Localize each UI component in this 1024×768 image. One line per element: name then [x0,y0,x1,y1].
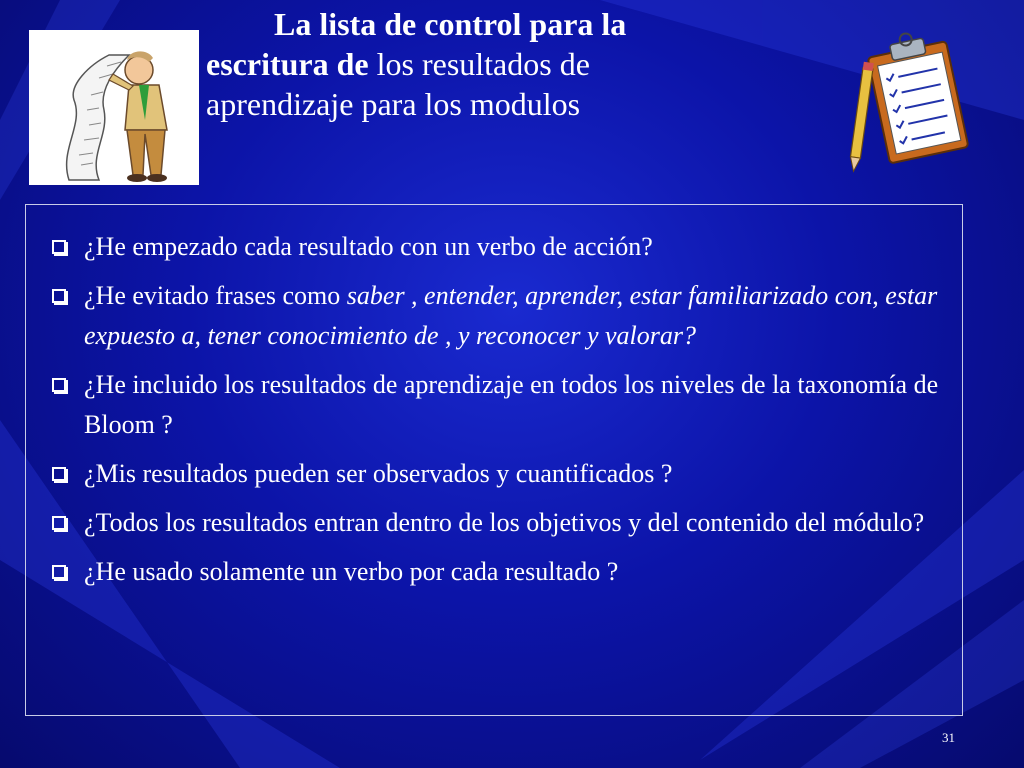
slide-title [160,4,760,124]
checklist-item: ¿Todos los resultados entran dentro de los objetivos y del contenido del módulo? [46,503,942,543]
checkbox-bullet-icon [52,378,66,392]
checklist-item: ¿He usado solamente un verbo por cada resultado ? [46,552,942,592]
checkbox-bullet-icon [52,565,66,579]
checkbox-bullet-icon [52,467,66,481]
checklist-item: ¿He incluido los resultados de aprendizaje en todos los niveles de la taxonomía de Bloom ? [46,365,942,445]
checkbox-bullet-icon [52,289,66,303]
checklist-box [25,204,963,716]
checkbox-bullet-icon [52,516,66,530]
checklist [26,205,962,592]
person-reading-list-image [29,30,199,185]
title-line-2-rest: los resultados de [368,46,590,82]
title-line-2 [160,44,760,84]
title-line-3: aprendizaje para los modulos [206,86,581,122]
checkbox-bullet-icon [52,240,66,254]
title-line-1: La lista de control para la [274,6,627,42]
clipboard-checklist-image [838,28,983,178]
title-line-2-bold: escritura de [206,46,369,82]
checklist-item: ¿He empezado cada resultado con un verbo de acción? [46,227,942,267]
checklist-item: ¿Mis resultados pueden ser observados y cuantificados ? [46,454,942,494]
page-number: 31 [942,730,955,745]
checklist-item: ¿He evitado frases como saber , entender, aprender, estar familiarizado con, estar expuesto a, tener conocimiento de , y reconocer y valorar? [46,276,942,356]
